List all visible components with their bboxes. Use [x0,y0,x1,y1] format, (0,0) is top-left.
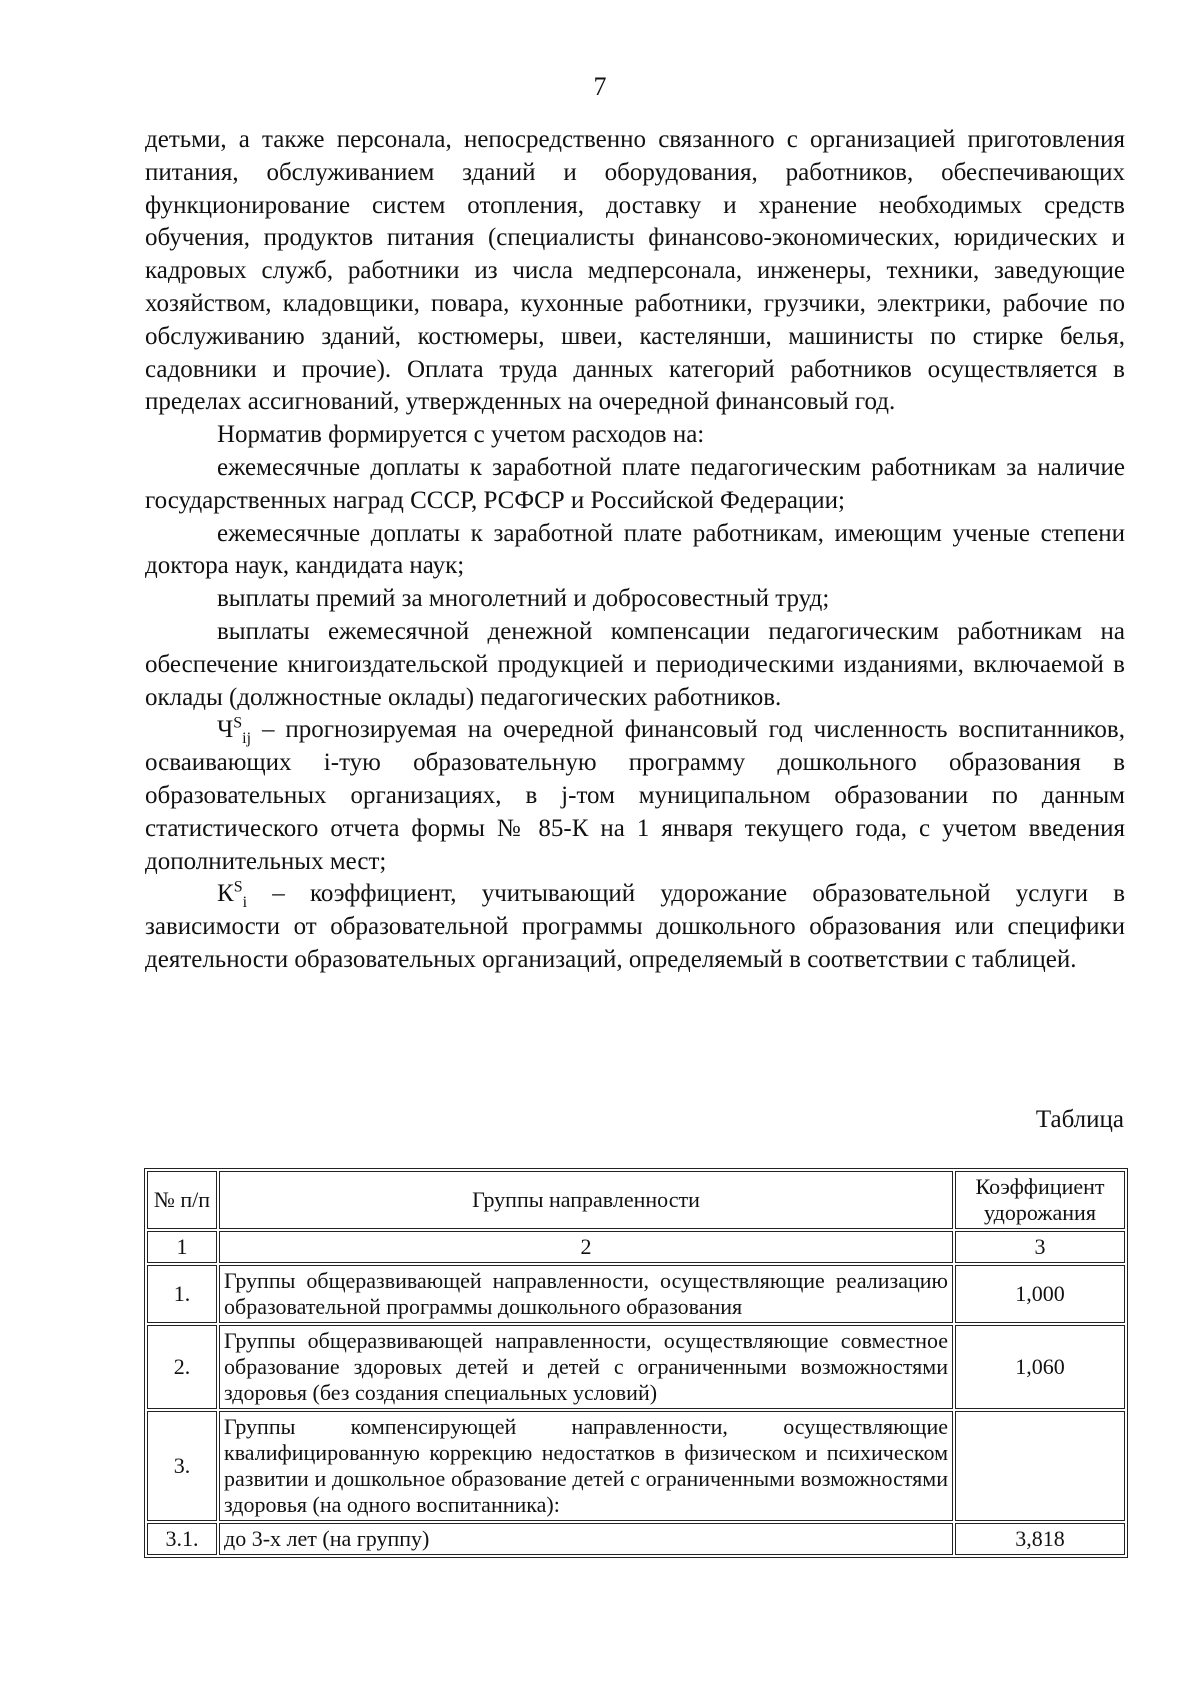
definition-ch [145,714,1125,878]
row-num: 1. [147,1265,217,1323]
table-label: Таблица [1035,1106,1124,1133]
row-value: 3,818 [955,1523,1125,1555]
body-text [145,124,1125,977]
row-num: 3.1. [147,1523,217,1555]
paragraph: Норматив формируется с учетом расходов на: [217,421,705,449]
row-text: Группы компенсирующей направленности, осуществляющие квалифицированную коррекцию недостатков в физическом и психическом развитии и дошкольное образование детей с ограниченными возможностями здоровья (на одного воспитанника): [219,1411,953,1521]
paragraph: ежемесячные доплаты к заработной плате работникам, имеющим ученые степени доктора наук, кандидата наук; [145,519,1125,580]
row-text: до 3-х лет (на группу) [219,1523,953,1555]
table-row [147,1411,1125,1521]
table-row [147,1265,1125,1323]
row-value: 1,000 [955,1265,1125,1323]
definition-text: – коэффициент, учитывающий удорожание образовательной услуги в зависимости от образовательной программы дошкольного образования или специфики деятельности образовательных организаций, определяемый в соответствии с таблицей. [145,880,1125,973]
paragraph: выплаты премий за многолетний и добросовестный труд; [217,585,830,613]
header-coefficient: Коэффициент удорожания [955,1171,1125,1229]
table-header-row [147,1171,1125,1229]
row-text: Группы общеразвивающей направленности, осуществляющие реализацию образовательной программы дошкольного образования [219,1265,953,1323]
definition-k [145,878,1125,976]
colnum: 2 [219,1231,953,1263]
superscript: S [233,715,243,733]
coefficient-table [144,1168,1128,1558]
paragraph: ежемесячные доплаты к заработной плате педагогическим работникам за наличие государственных наград СССР, РСФСР и Российской Федерации; [145,453,1125,514]
header-groups: Группы направленности [219,1171,953,1229]
definition-text: – прогнозируемая на очередной финансовый год численность воспитанников, осваивающих i-тую образовательную программу дошкольного образования в образовательных организациях, в j-том муниципальном образовании по данным статистического отчета формы № 85-К на 1 января текущего года, с учетом введения дополнительных мест; [145,716,1125,875]
symbol: Ч [217,716,234,744]
row-num: 2. [147,1325,217,1409]
subscript: ij [242,730,252,748]
superscript: S [233,879,243,896]
paragraph: детьми, а также персонала, непосредственно связанного с организацией приготовления питания, обслуживанием зданий и оборудования, работников, обеспечивающих функционирование систем отопления, доставку и хранение необходимых средств обучения, продуктов питания (специалисты финансово-экономических, юридических и кадровых служб, работники из числа медперсонала, инженеры, техники, заведующие хозяйством, кладовщики, повара, кухонные работники, грузчики, электрики, рабочие по обслуживанию зданий, костюмеры, швеи, кастелянши, машинисты по стирке белья, садовники и прочие). Оплата труда данных категорий работников осуществляется в пределах ассигнований, утвержденных на очередной финансовый год. [145,126,1125,416]
colnum: 3 [955,1231,1125,1263]
subscript: i [242,894,248,912]
row-num: 3. [147,1411,217,1521]
paragraph: выплаты ежемесячной денежной компенсации педагогическим работникам на обеспечение книгоиздательской продукцией и периодическими изданиями, включаемой в оклады (должностные оклады) педагогических работников. [145,617,1125,711]
page-number: 7 [593,72,607,101]
row-text: Группы общеразвивающей направленности, осуществляющие совместное образование здоровых детей и детей с ограниченными возможностями здоровья (без создания специальных условий) [219,1325,953,1409]
row-value [955,1411,1125,1521]
header-num: № п/п [147,1171,217,1229]
table-row [147,1325,1125,1409]
table-row [147,1523,1125,1555]
symbol: К [217,880,234,908]
table-colnum-row [147,1231,1125,1263]
colnum: 1 [147,1231,217,1263]
row-value: 1,060 [955,1325,1125,1409]
